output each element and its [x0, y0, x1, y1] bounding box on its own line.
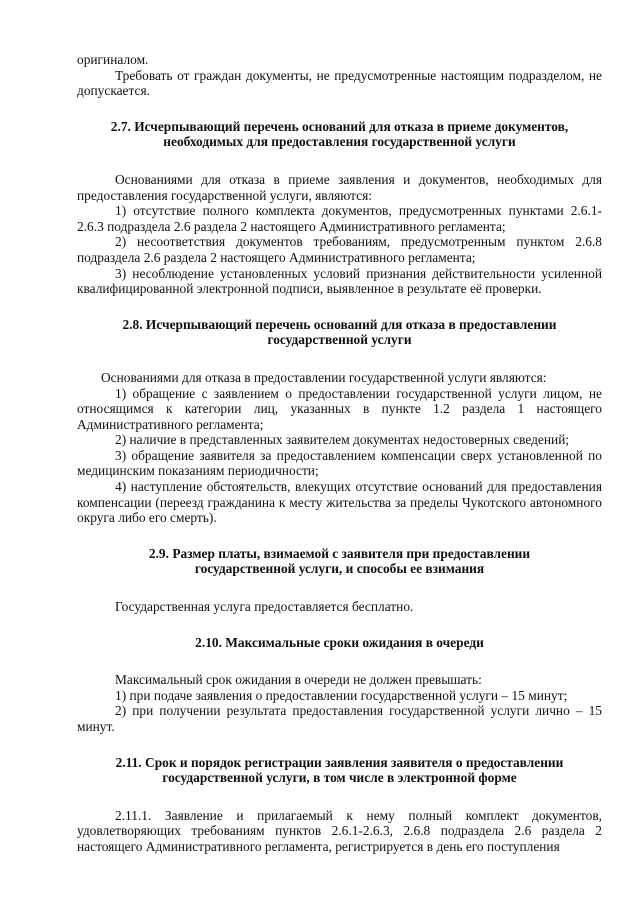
intro-line: оригиналом. [77, 52, 149, 67]
list-item: 4) наступление обстоятельств, влекущих отсутствие оснований для предоставления компенсации (переезд гражданина к месту жительства за пределы Чукотского автономного округа либо его смерть). [77, 479, 602, 526]
paragraph: Государственная услуга предоставляется бесплатно. [115, 599, 414, 615]
list-item: 3) обращение заявителя за предоставлением компенсации сверх установленной по медицинским показаниям периодичности; [77, 447, 602, 479]
list-item: 1) обращение с заявлением о предоставлении государственной услуги лицом, не относящимся к категории лиц, указанных в пункте 1.2 раздела 1 настоящего Административного регламента; [77, 385, 602, 432]
section-2-10-heading [77, 635, 602, 651]
heading-line: 2.9. Размер платы, взимаемой с заявителя при предоставлении [148, 545, 531, 561]
heading-line: государственной услуги, в том числе в электронной форме [162, 770, 517, 786]
heading-line: государственной услуги, и способы ее взимания [194, 561, 485, 577]
section-2-9-heading [77, 546, 602, 577]
heading-line: 2.11. Срок и порядок регистрации заявления заявителя о предоставлении [115, 754, 564, 770]
heading-line: 2.7. Исчерпывающий перечень оснований для отказа в приеме документов, [110, 118, 569, 134]
list-item: 2) при получении результата предоставления государственной услуги лично – 15 минут. [77, 703, 602, 734]
section-2-8-heading [77, 317, 602, 348]
paragraph: Максимальный срок ожидания в очереди не должен превышать: [115, 672, 482, 688]
list-item: 3) несоблюдение установленных условий признания действительности усиленной квалифицированной электронной подписи, выявленное в результате её проверки. [77, 265, 602, 297]
list-item: 2) наличие в представленных заявителем документах недостоверных сведений; [115, 432, 570, 448]
heading-line: 2.10. Максимальные сроки ожидания в очереди [195, 634, 484, 650]
section-2-7-heading [77, 119, 602, 150]
paragraph: 2.11.1. Заявление и прилагаемый к нему полный комплект документов, удовлетворяющих требованиям пунктов 2.6.1-2.6.3, 2.6.8 подраздела 2.6 раздела 2 настоящего Административного регламента, регистрируется в день его поступления [77, 807, 602, 854]
heading-line: 2.8. Исчерпывающий перечень оснований для отказа в предоставлении [122, 316, 557, 332]
list-item: 1) отсутствие полного комплекта документов, предусмотренных пунктами 2.6.1-2.6.3 подраздела 2.6 раздела 2 настоящего Административного регламента; [77, 203, 602, 234]
intro-paragraph: Требовать от граждан документы, не предусмотренные настоящим подразделом, не допускается. [77, 67, 602, 99]
heading-line: необходимых для предоставления государственной услуги [163, 134, 516, 150]
list-item: 2) несоответствия документов требованиям, предусмотренным пунктом 2.6.8 подраздела 2.6 раздела 2 настоящего Административного регламента; [77, 234, 602, 265]
list-item: 1) при подаче заявления о предоставлении государственной услуги – 15 минут; [115, 687, 568, 703]
paragraph: Основаниями для отказа в приеме заявления и документов, необходимых для предоставления государственной услуги, являются: [77, 171, 602, 203]
section-2-11-heading [77, 755, 602, 786]
heading-line: государственной услуги [267, 332, 412, 348]
paragraph: Основаниями для отказа в предоставлении государственной услуги являются: [101, 369, 547, 385]
